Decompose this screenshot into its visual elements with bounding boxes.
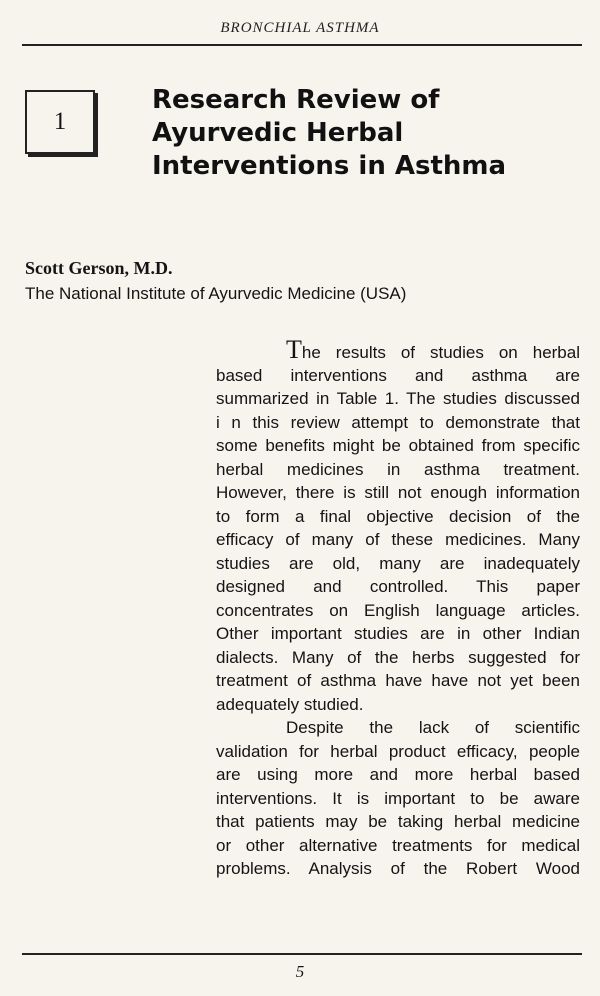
chapter-title — [152, 84, 582, 183]
body-line: concentrates on English language articles. — [216, 600, 580, 620]
body-line: or other alternative treatments for medical — [216, 835, 580, 855]
running-head: BRONCHIAL ASTHMA — [220, 20, 380, 36]
body-line: interventions. It is important to be aware — [216, 788, 580, 808]
body-line: dialects. Many of the herbs suggested for — [216, 647, 580, 667]
header-rule — [22, 44, 582, 46]
body-line: However, there is still not enough information — [216, 483, 580, 502]
body-line: adequately studied. — [216, 694, 364, 714]
body-line: problems. Analysis of the Robert Wood — [216, 859, 580, 878]
body-line: that patients may be taking herbal medicine — [216, 812, 580, 831]
body-line: validation for herbal product efficacy, people — [216, 741, 580, 761]
body-line: studies are old, many are inadequately — [216, 553, 580, 573]
body-line: herbal medicines in asthma treatment. — [216, 459, 580, 479]
body-line: designed and controlled. This paper — [216, 577, 580, 596]
author-name: Scott Gerson, M.D. — [25, 258, 173, 278]
body-line: i n this review attempt to demonstrate that — [216, 412, 580, 432]
body-line: Other important studies are in other Indian — [216, 624, 580, 643]
body-line: Despite the lack of scientific — [286, 718, 580, 737]
title-line: Research Review of — [152, 85, 440, 115]
footer-rule — [22, 953, 582, 955]
chapter-number-box — [25, 90, 95, 154]
title-line: Ayurvedic Herbal — [152, 118, 404, 148]
body-line: summarized in Table 1. The studies discussed — [216, 389, 580, 408]
body-line: efficacy of many of these medicines. Many — [216, 530, 580, 549]
body-line: The results of studies on herbal — [286, 335, 580, 364]
body-line: to form a final objective decision of the — [216, 506, 580, 526]
page-number: 5 — [295, 962, 305, 981]
drop-cap: T — [286, 335, 302, 364]
body-line: are using more and more herbal based — [216, 765, 580, 784]
author-affiliation: The National Institute of Ayurvedic Medicine (USA) — [25, 284, 407, 303]
chapter-number: 1 — [53, 108, 67, 135]
body-line: based interventions and asthma are — [216, 365, 580, 385]
title-line: Interventions in Asthma — [152, 151, 507, 181]
body-text — [216, 335, 580, 881]
body-line: treatment of asthma have have not yet been — [216, 671, 580, 690]
body-line: some benefits might be obtained from specific — [216, 436, 580, 455]
